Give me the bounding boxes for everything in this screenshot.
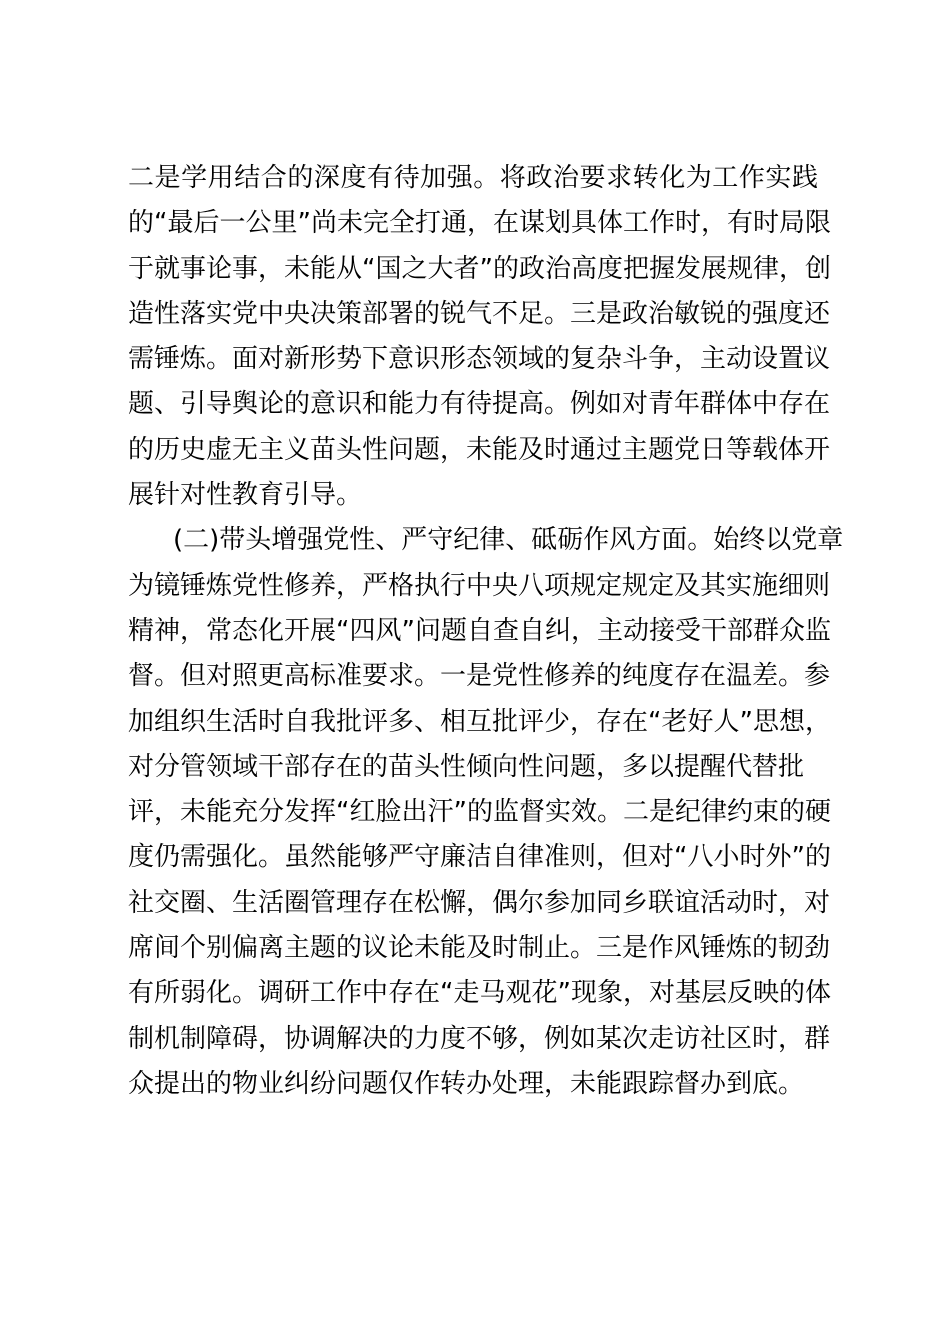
text-line: 席间个别偏离主题的议论未能及时制止。三是作风锤炼的韧劲	[128, 933, 831, 964]
text-line: 度仍需强化。虽然能够严守廉洁自律准则，但对“八小时外”的	[128, 842, 831, 873]
text-line: 二是学用结合的深度有待加强。将政治要求转化为工作实践	[128, 163, 818, 193]
text-line: 的“最后一公里”尚未完全打通，在谋划具体工作时，有时局限	[128, 208, 831, 239]
text-line: 为镜锤炼党性修养，严格执行中央八项规定规定及其实施细则	[128, 570, 831, 601]
text-line: 造性落实党中央决策部署的锐气不足。三是政治敏锐的强度还	[128, 298, 831, 329]
text-line: 有所弱化。调研工作中存在“走马观花”现象，对基层反映的体	[128, 978, 831, 1009]
text-line: 的历史虚无主义苗头性问题，未能及时通过主题党日等载体开	[128, 434, 831, 465]
text-line: 评，未能充分发挥“红脸出汗”的监督实效。二是纪律约束的硬	[128, 797, 831, 828]
section-heading-line: (二)带头增强党性、严守纪律、砥砺作风方面。始终以党章	[173, 525, 844, 556]
body-text	[128, 156, 844, 1107]
text-line: 众提出的物业纠纷问题仅作转办处理，未能跟踪督办到底。	[128, 1068, 805, 1099]
text-line: 社交圈、生活圈管理存在松懈，偶尔参加同乡联谊活动时，对	[128, 887, 831, 918]
text-line: 制机制障碍，协调解决的力度不够，例如某次走访社区时，群	[128, 1023, 831, 1054]
text-line: 于就事论事，未能从“国之大者”的政治高度把握发展规律，创	[128, 253, 831, 284]
text-line: 题、引导舆论的意识和能力有待提高。例如对青年群体中存在	[128, 389, 831, 420]
text-line: 精神，常态化开展“四风”问题自查自纠，主动接受干部群众监	[128, 615, 831, 646]
text-line: 加组织生活时自我批评多、相互批评少，存在“老好人”思想，	[128, 706, 831, 737]
text-line: 展针对性教育引导。	[128, 480, 363, 511]
text-line: 需锤炼。面对新形势下意识形态领域的复杂斗争，主动设置议	[128, 344, 831, 375]
text-line: 对分管领域干部存在的苗头性倾向性问题，多以提醒代替批	[128, 751, 805, 782]
text-line: 督。但对照更高标准要求。一是党性修养的纯度存在温差。参	[128, 661, 831, 692]
